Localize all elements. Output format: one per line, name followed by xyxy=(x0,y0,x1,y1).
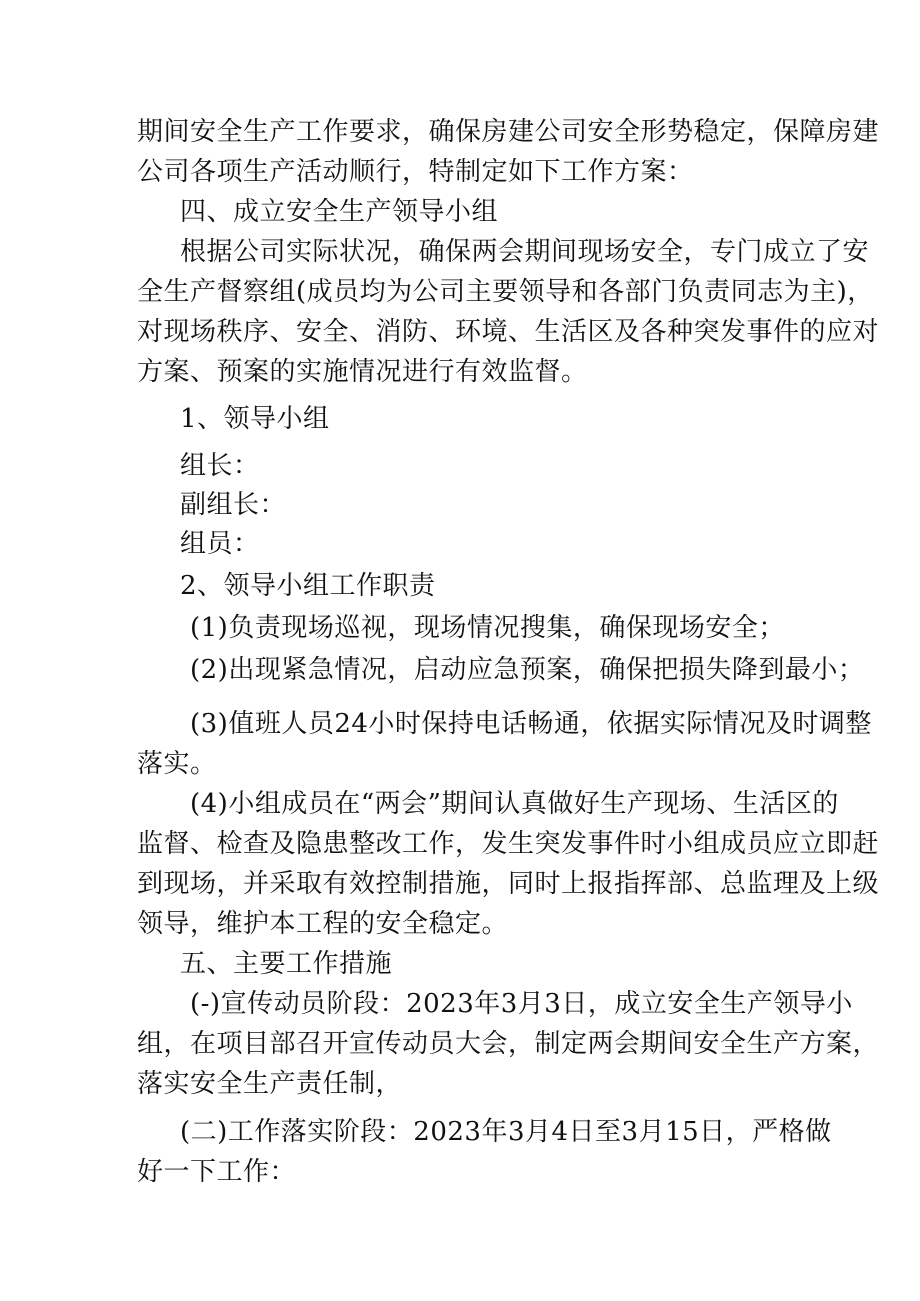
subsection-heading: 2、领导小组工作职责 xyxy=(180,571,436,601)
list-item: (4)小组成员在“两会”期间认真做好生产现场、生活区的 xyxy=(190,789,839,819)
text-line: 期间安全生产工作要求，确保房建公司安全形势稳定，保障房建 xyxy=(137,117,880,147)
list-item: (1)负责现场巡视，现场情况搜集，确保现场安全； xyxy=(190,613,785,643)
text-line: (-)宣传动员阶段：2023年3月3日，成立安全生产领导小 xyxy=(190,989,853,1019)
subsection-heading: 1、领导小组 xyxy=(180,404,330,434)
text-line: 对现场秩序、安全、消防、环境、生活区及各种突发事件的应对 xyxy=(137,317,880,347)
text-line: 落实。 xyxy=(137,749,217,779)
text-line: 好一下工作： xyxy=(137,1157,297,1187)
text-line: 全生产督察组(成员均为公司主要领导和各部门负责同志为主)， xyxy=(137,277,874,307)
text-line: 落实安全生产责任制， xyxy=(137,1069,403,1099)
text-line: 根据公司实际状况，确保两会期间现场安全，专门成立了安 xyxy=(180,237,870,267)
list-item: (3)值班人员24小时保持电话畅通，依据实际情况及时调整 xyxy=(190,709,872,739)
text-line: (二)工作落实阶段：2023年3月4日至3月15日，严格做 xyxy=(180,1117,832,1147)
member-label: 组员： xyxy=(180,529,260,559)
section-heading: 五、主要工作措施 xyxy=(180,949,393,979)
list-item: (2)出现紧急情况，启动应急预案，确保把损失降到最小； xyxy=(190,655,865,685)
text-line: 监督、检查及隐患整改工作，发生突发事件时小组成员应立即赶 xyxy=(137,829,880,859)
text-line: 领导，维护本工程的安全稳定。 xyxy=(137,909,509,939)
text-line: 组，在项目部召开宣传动员大会，制定两会期间安全生产方案， xyxy=(137,1029,880,1059)
text-line: 到现场，并采取有效控制措施，同时上报指挥部、总监理及上级 xyxy=(137,869,880,899)
deputy-leader-label: 副组长： xyxy=(180,490,287,520)
text-line: 公司各项生产活动顺行，特制定如下工作方案： xyxy=(137,157,694,187)
section-heading: 四、成立安全生产领导小组 xyxy=(180,197,499,227)
text-line: 方案、预案的实施情况进行有效监督。 xyxy=(137,357,588,387)
leader-label: 组长： xyxy=(180,451,260,481)
